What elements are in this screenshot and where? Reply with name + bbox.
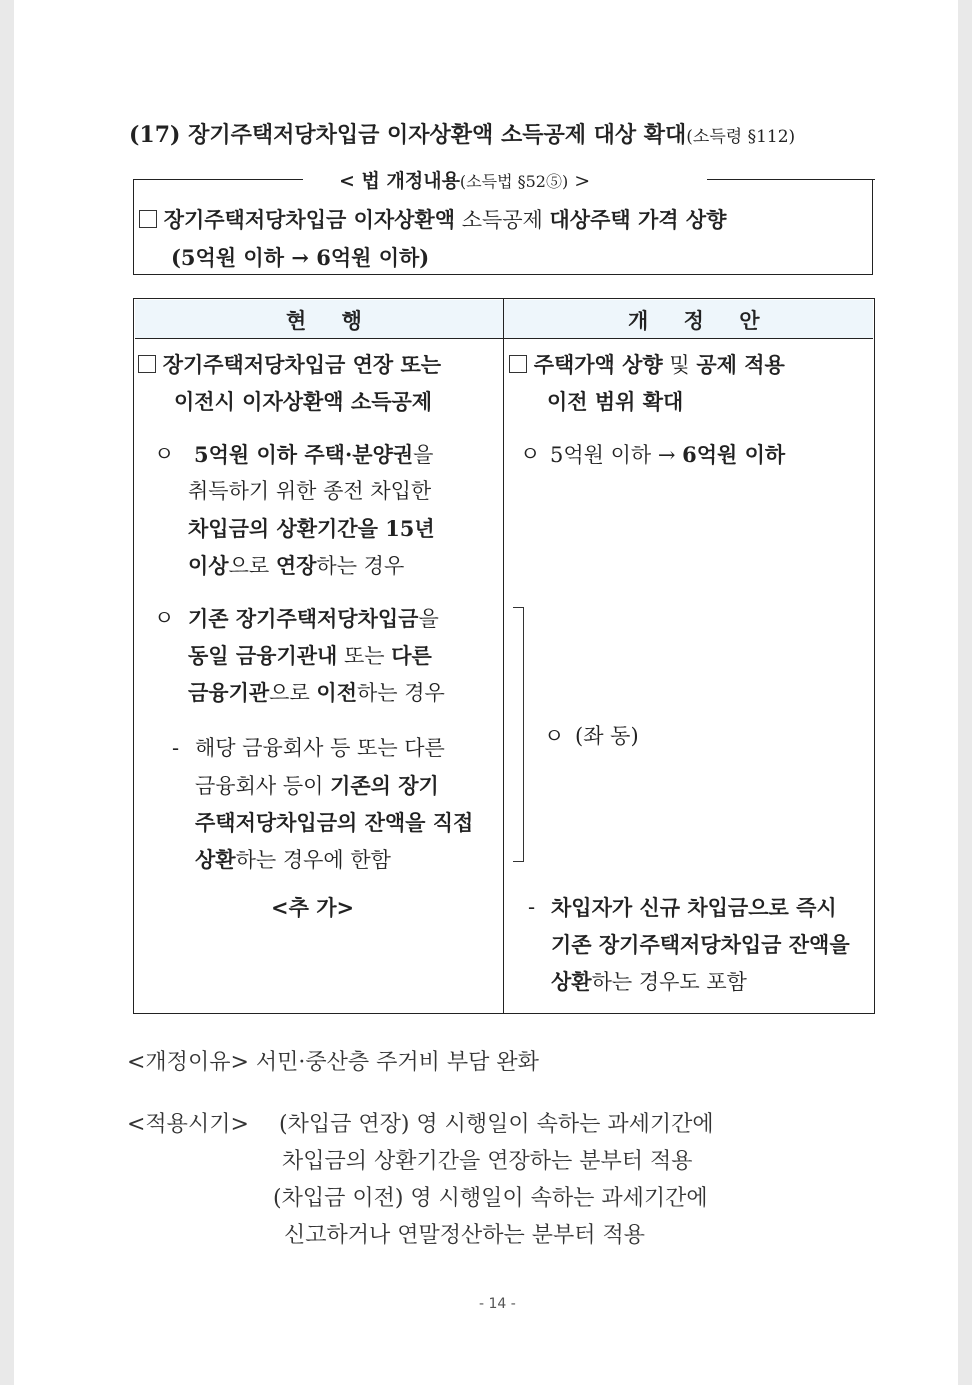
current-sub-line-4 <box>195 841 391 879</box>
current-title-line-2: 이전시 이자상환액 소득공제 <box>174 389 433 414</box>
proposed-same-label: (좌 동) <box>575 724 639 748</box>
current-item2-l2-n1: 또는 <box>337 644 392 668</box>
current-item2-l3-b1: 금융기관 <box>188 680 270 705</box>
current-add-label: <추 가> <box>271 895 355 920</box>
current-item2-line-1 <box>188 600 439 638</box>
document-page <box>14 0 958 1385</box>
timing-line-1: (차입금 연장) 영 시행일이 속하는 과세기간에 <box>279 1112 714 1137</box>
summary-line-1 <box>139 204 726 234</box>
current-item1-line-2: 취득하기 위한 종전 차입한 <box>188 479 432 503</box>
summary-title-main: < 법 개정내용 <box>339 170 460 192</box>
current-sub-line-2 <box>195 767 439 805</box>
table-column-divider <box>503 299 504 1013</box>
current-item2-l3-n1: 으로 <box>269 681 317 705</box>
current-item1-line-3: 차입금의 상환기간을 15년 <box>188 516 435 541</box>
proposed-title-b1: 주택가액 상향 <box>533 352 663 377</box>
heading-ref: (소득령 §112) <box>686 127 796 147</box>
circle-bullet-icon: ㅇ <box>154 606 175 630</box>
reason-line <box>127 1044 539 1081</box>
current-item2-bold: 기존 장기주택저당차입금 <box>188 606 419 631</box>
current-sub-l4-b: 상환 <box>195 847 236 872</box>
current-item2-l2-b2: 다른 <box>391 643 432 668</box>
current-sub-line-3: 주택저당차입금의 잔액을 직접 <box>195 810 474 835</box>
proposed-item1-normal: 5억원 이하 → <box>550 443 683 467</box>
current-sub-l2-b: 기존의 장기 <box>330 773 439 798</box>
current-item2-l3-b2: 이전 <box>316 680 357 705</box>
header-current: 현 행 <box>286 308 376 333</box>
proposed-item1-bold: 6억원 이하 <box>682 442 786 467</box>
current-item1-line-1 <box>194 436 433 474</box>
timing-line-3: (차입금 이전) 영 시행일이 속하는 과세기간에 <box>273 1186 708 1211</box>
reason-label: <개정이유> <box>127 1050 249 1075</box>
proposed-item1 <box>550 436 785 474</box>
current-title-line-1 <box>138 346 441 384</box>
proposed-sub-line-2: 기존 장기주택저당차입금 잔액을 <box>551 932 850 957</box>
proposed-sub-line-3 <box>551 963 747 1001</box>
current-item2-line-3 <box>188 674 445 712</box>
current-item1-l4-b1: 이상 <box>188 553 229 578</box>
current-sub-l2-n: 금융회사 등이 <box>195 774 331 798</box>
checkbox-square-icon <box>138 355 156 373</box>
current-sub-l4-n: 하는 경우에 한함 <box>235 848 391 872</box>
circle-bullet-icon: ㅇ <box>520 442 541 466</box>
current-item1-normal: 을 <box>413 443 434 467</box>
dash-bullet-icon: - <box>172 736 180 760</box>
timing-line-4: 신고하거나 연말정산하는 분부터 적용 <box>284 1223 646 1248</box>
summary-bold-1: 장기주택저당차입금 이자상환액 <box>163 207 456 232</box>
heading-title: (17) 장기주택저당차입금 이자상환액 소득공제 대상 확대 <box>129 122 687 148</box>
circle-bullet-icon: ㅇ <box>154 442 175 466</box>
summary-normal: 소득공제 <box>455 208 550 232</box>
page-number: - 14 - <box>479 1296 516 1312</box>
reason-text: 서민·중산층 주거비 부담 완화 <box>255 1050 539 1075</box>
current-item1-line-4 <box>188 547 404 585</box>
current-item2-l2-b1: 동일 금융기관내 <box>188 643 338 668</box>
timing-label: <적용시기> <box>127 1112 249 1137</box>
checkbox-square-icon <box>509 355 527 373</box>
proposed-title-line-1 <box>509 346 785 384</box>
current-item1-l4-n2: 하는 경우 <box>316 554 405 578</box>
dash-bullet-icon: - <box>528 895 536 919</box>
proposed-sub3-n: 하는 경우도 포함 <box>591 970 747 994</box>
section-heading <box>129 118 795 149</box>
summary-title-ref: (소득법 §52⑤) <box>459 172 569 191</box>
proposed-title-n: 및 <box>662 353 697 377</box>
current-item1-l4-b2: 연장 <box>275 553 317 578</box>
summary-line-2: (5억원 이하 → 6억원 이하) <box>171 245 430 270</box>
summary-title <box>339 166 590 193</box>
proposed-sub-line-1: 차입자가 신규 차입금으로 즉시 <box>551 895 837 920</box>
circle-bullet-icon: ㅇ <box>544 724 565 748</box>
current-title-text-1: 장기주택저당차입금 연장 또는 <box>162 352 442 377</box>
summary-bold-2: 대상주택 가격 상향 <box>549 207 727 232</box>
current-sub-line-1: 해당 금융회사 등 또는 다른 <box>195 736 445 760</box>
current-item1-l4-n1: 으로 <box>228 554 276 578</box>
checkbox-square-icon <box>139 210 157 228</box>
current-item2-normal: 을 <box>418 607 439 631</box>
timing-line-2: 차입금의 상환기간을 연장하는 분부터 적용 <box>282 1149 693 1174</box>
header-proposed: 개 정 안 <box>628 308 774 333</box>
summary-title-end: > <box>568 170 591 192</box>
proposed-title-line-2: 이전 범위 확대 <box>547 389 684 414</box>
proposed-sub3-b: 상환 <box>551 969 592 994</box>
current-item1-bold: 5억원 이하 주택·분양권 <box>194 442 414 467</box>
bracket-connector <box>513 607 524 862</box>
current-item2-line-2 <box>188 637 432 675</box>
proposed-title-b2: 공제 적용 <box>696 352 785 377</box>
current-item2-l3-n2: 하는 경우 <box>356 681 445 705</box>
